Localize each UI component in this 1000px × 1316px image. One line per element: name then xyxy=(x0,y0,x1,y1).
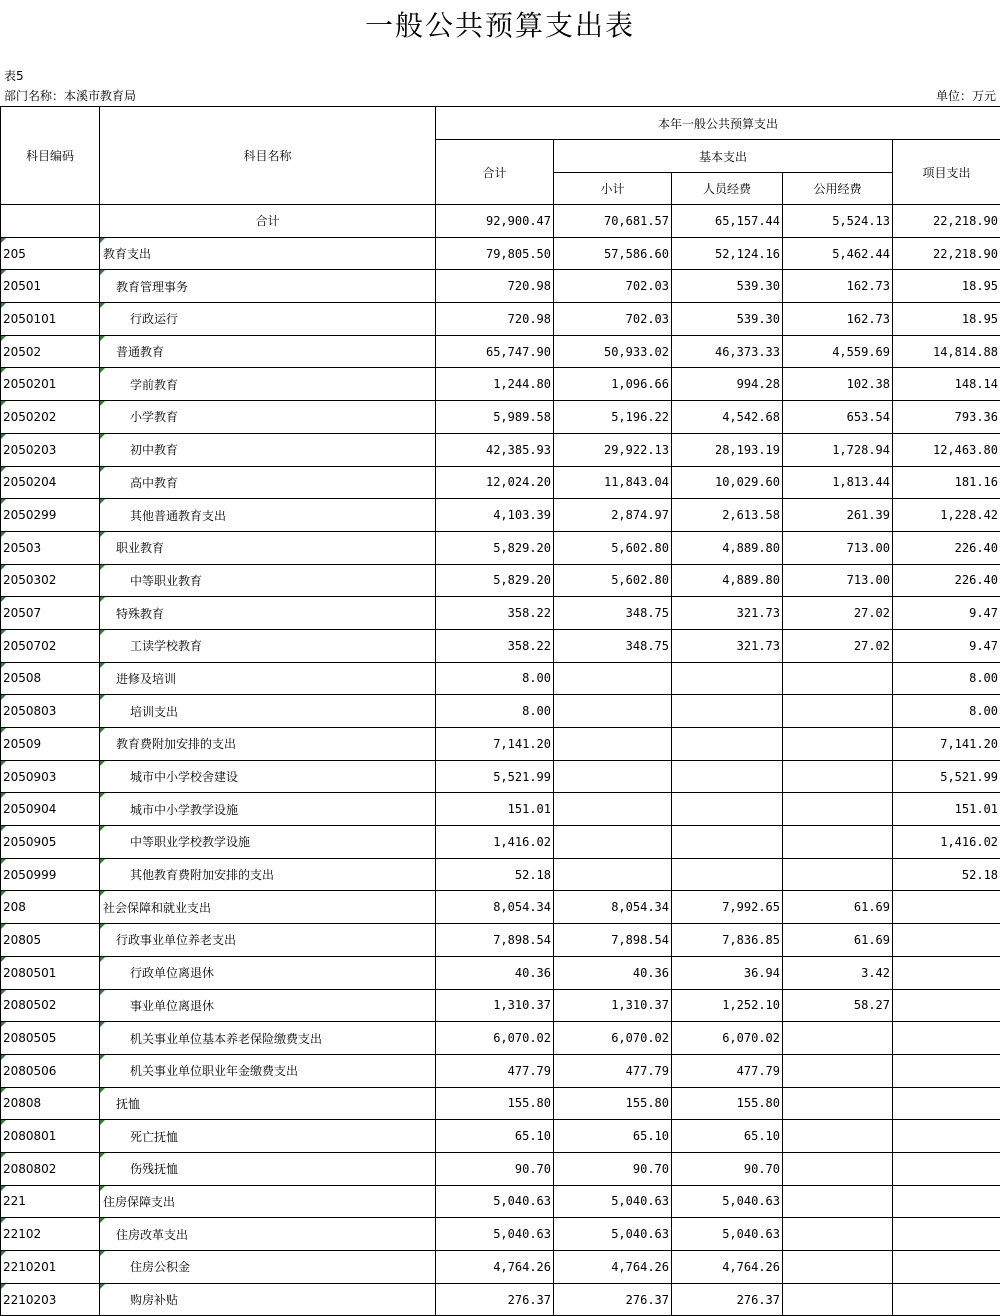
cell-personnel: 10,029.60 xyxy=(672,466,783,499)
cell-personnel: 276.37 xyxy=(672,1283,783,1316)
cell-public: 1,728.94 xyxy=(783,433,893,466)
cell-name: 住房保障支出 xyxy=(100,1185,436,1218)
cell-name: 教育管理事务 xyxy=(100,270,436,303)
cell-subtotal: 477.79 xyxy=(554,1054,672,1087)
cell-personnel: 994.28 xyxy=(672,368,783,401)
cell-subtotal: 348.75 xyxy=(554,629,672,662)
cell-subtotal: 5,196.22 xyxy=(554,401,672,434)
cell-subtotal: 50,933.02 xyxy=(554,335,672,368)
cell-total: 8.00 xyxy=(436,662,554,695)
cell-public: 713.00 xyxy=(783,531,893,564)
cell-personnel: 65,157.44 xyxy=(672,205,783,238)
cell-personnel xyxy=(672,826,783,859)
cell-total: 5,829.20 xyxy=(436,531,554,564)
cell-code: 22102 xyxy=(1,1218,100,1251)
cell-code: 2050905 xyxy=(1,826,100,859)
cell-personnel: 477.79 xyxy=(672,1054,783,1087)
cell-code: 20805 xyxy=(1,924,100,957)
table-row xyxy=(1,531,1000,564)
table-row xyxy=(1,924,1000,957)
cell-personnel: 6,070.02 xyxy=(672,1022,783,1055)
cell-public: 27.02 xyxy=(783,597,893,630)
cell-project xyxy=(893,1087,1000,1120)
cell-total: 65.10 xyxy=(436,1120,554,1153)
cell-name: 中等职业教育 xyxy=(100,564,436,597)
cell-name: 抚恤 xyxy=(100,1087,436,1120)
cell-total: 358.22 xyxy=(436,597,554,630)
cell-subtotal: 348.75 xyxy=(554,597,672,630)
cell-project: 8.00 xyxy=(893,662,1000,695)
cell-public xyxy=(783,760,893,793)
cell-code: 20507 xyxy=(1,597,100,630)
cell-subtotal xyxy=(554,826,672,859)
cell-total: 92,900.47 xyxy=(436,205,554,238)
cell-name: 职业教育 xyxy=(100,531,436,564)
cell-total: 4,764.26 xyxy=(436,1251,554,1284)
cell-public xyxy=(783,1087,893,1120)
cell-public xyxy=(783,1251,893,1284)
cell-public: 102.38 xyxy=(783,368,893,401)
cell-project xyxy=(893,1152,1000,1185)
cell-subtotal: 7,898.54 xyxy=(554,924,672,957)
cell-personnel: 46,373.33 xyxy=(672,335,783,368)
cell-project xyxy=(893,1185,1000,1218)
cell-total: 276.37 xyxy=(436,1283,554,1316)
page-title: 一般公共预算支出表 xyxy=(364,9,635,42)
table-row xyxy=(1,1054,1000,1087)
table-row xyxy=(1,1185,1000,1218)
cell-subtotal: 4,764.26 xyxy=(554,1251,672,1284)
table-row xyxy=(1,335,1000,368)
cell-public xyxy=(783,662,893,695)
cell-code: 20503 xyxy=(1,531,100,564)
cell-personnel: 28,193.19 xyxy=(672,433,783,466)
cell-name: 行政运行 xyxy=(100,303,436,336)
cell-name: 特殊教育 xyxy=(100,597,436,630)
cell-public: 58.27 xyxy=(783,989,893,1022)
cell-subtotal: 6,070.02 xyxy=(554,1022,672,1055)
cell-public xyxy=(783,1185,893,1218)
cell-code: 2210203 xyxy=(1,1283,100,1316)
cell-code: 20509 xyxy=(1,728,100,761)
table-row xyxy=(1,891,1000,924)
cell-name: 普通教育 xyxy=(100,335,436,368)
cell-project: 9.47 xyxy=(893,597,1000,630)
cell-name: 合计 xyxy=(100,205,436,238)
cell-public xyxy=(783,1283,893,1316)
cell-personnel: 36.94 xyxy=(672,956,783,989)
cell-total: 1,416.02 xyxy=(436,826,554,859)
cell-code: 2050903 xyxy=(1,760,100,793)
table-row xyxy=(1,1283,1000,1316)
cell-personnel: 5,040.63 xyxy=(672,1185,783,1218)
cell-public xyxy=(783,1218,893,1251)
cell-project xyxy=(893,989,1000,1022)
cell-subtotal xyxy=(554,662,672,695)
table-row xyxy=(1,237,1000,270)
cell-personnel: 321.73 xyxy=(672,597,783,630)
cell-name: 小学教育 xyxy=(100,401,436,434)
cell-subtotal: 70,681.57 xyxy=(554,205,672,238)
header-code: 科目编码 xyxy=(1,107,100,205)
cell-public: 5,524.13 xyxy=(783,205,893,238)
cell-total: 6,070.02 xyxy=(436,1022,554,1055)
cell-public: 61.69 xyxy=(783,891,893,924)
cell-project: 1,416.02 xyxy=(893,826,1000,859)
cell-total: 477.79 xyxy=(436,1054,554,1087)
cell-subtotal xyxy=(554,728,672,761)
cell-personnel: 4,764.26 xyxy=(672,1251,783,1284)
cell-personnel xyxy=(672,760,783,793)
cell-project xyxy=(893,1251,1000,1284)
cell-project: 18.95 xyxy=(893,303,1000,336)
cell-name: 事业单位离退休 xyxy=(100,989,436,1022)
cell-code: 2050204 xyxy=(1,466,100,499)
cell-code: 2050101 xyxy=(1,303,100,336)
cell-public xyxy=(783,826,893,859)
cell-total: 5,829.20 xyxy=(436,564,554,597)
table-row xyxy=(1,597,1000,630)
cell-project xyxy=(893,1120,1000,1153)
table-row xyxy=(1,1087,1000,1120)
cell-subtotal: 5,602.80 xyxy=(554,564,672,597)
cell-project: 793.36 xyxy=(893,401,1000,434)
header-name: 科目名称 xyxy=(100,107,436,205)
cell-project: 22,218.90 xyxy=(893,237,1000,270)
cell-code: 2210201 xyxy=(1,1251,100,1284)
table-row xyxy=(1,499,1000,532)
cell-total: 5,040.63 xyxy=(436,1185,554,1218)
cell-code: 2080506 xyxy=(1,1054,100,1087)
cell-code: 20501 xyxy=(1,270,100,303)
table-row xyxy=(1,695,1000,728)
cell-code: 2050202 xyxy=(1,401,100,434)
cell-project: 8.00 xyxy=(893,695,1000,728)
cell-name: 初中教育 xyxy=(100,433,436,466)
budget-table xyxy=(0,106,1000,1316)
cell-subtotal: 65.10 xyxy=(554,1120,672,1153)
cell-public: 1,813.44 xyxy=(783,466,893,499)
table-row xyxy=(1,760,1000,793)
cell-personnel: 4,889.80 xyxy=(672,564,783,597)
cell-project: 18.95 xyxy=(893,270,1000,303)
cell-public: 713.00 xyxy=(783,564,893,597)
cell-total: 4,103.39 xyxy=(436,499,554,532)
table-body xyxy=(1,205,1000,1316)
cell-project xyxy=(893,924,1000,957)
table-row xyxy=(1,1251,1000,1284)
cell-subtotal: 57,586.60 xyxy=(554,237,672,270)
cell-subtotal: 11,843.04 xyxy=(554,466,672,499)
cell-subtotal: 1,096.66 xyxy=(554,368,672,401)
cell-personnel xyxy=(672,695,783,728)
cell-name: 教育费附加安排的支出 xyxy=(100,728,436,761)
cell-total: 1,244.80 xyxy=(436,368,554,401)
cell-subtotal: 155.80 xyxy=(554,1087,672,1120)
cell-total: 5,040.63 xyxy=(436,1218,554,1251)
cell-subtotal xyxy=(554,695,672,728)
table-row xyxy=(1,728,1000,761)
table-row xyxy=(1,826,1000,859)
cell-personnel: 2,613.58 xyxy=(672,499,783,532)
cell-project xyxy=(893,1283,1000,1316)
cell-public xyxy=(783,858,893,891)
cell-total: 40.36 xyxy=(436,956,554,989)
cell-code: 208 xyxy=(1,891,100,924)
table-row xyxy=(1,1152,1000,1185)
table-number: 表5 xyxy=(4,69,24,83)
cell-subtotal: 2,874.97 xyxy=(554,499,672,532)
cell-project xyxy=(893,1022,1000,1055)
cell-code: 2080501 xyxy=(1,956,100,989)
department-name: 部门名称：本溪市教育局 xyxy=(4,89,137,103)
header-subtotal: 小计 xyxy=(554,173,672,205)
cell-name: 工读学校教育 xyxy=(100,629,436,662)
cell-total: 52.18 xyxy=(436,858,554,891)
cell-personnel: 7,836.85 xyxy=(672,924,783,957)
table-row xyxy=(1,858,1000,891)
cell-code: 2050302 xyxy=(1,564,100,597)
cell-project: 7,141.20 xyxy=(893,728,1000,761)
cell-personnel: 90.70 xyxy=(672,1152,783,1185)
cell-project: 14,814.88 xyxy=(893,335,1000,368)
cell-public xyxy=(783,1054,893,1087)
header-project: 项目支出 xyxy=(893,140,1000,205)
cell-subtotal: 702.03 xyxy=(554,303,672,336)
cell-project: 1,228.42 xyxy=(893,499,1000,532)
cell-total: 7,141.20 xyxy=(436,728,554,761)
cell-personnel: 539.30 xyxy=(672,270,783,303)
cell-subtotal: 90.70 xyxy=(554,1152,672,1185)
cell-total: 7,898.54 xyxy=(436,924,554,957)
cell-name: 机关事业单位职业年金缴费支出 xyxy=(100,1054,436,1087)
table-row xyxy=(1,433,1000,466)
cell-subtotal xyxy=(554,793,672,826)
cell-public: 61.69 xyxy=(783,924,893,957)
table-row xyxy=(1,956,1000,989)
header-basic: 基本支出 xyxy=(554,140,893,173)
header-group: 本年一般公共预算支出 xyxy=(436,107,1000,140)
cell-code: 2050299 xyxy=(1,499,100,532)
header-total: 合计 xyxy=(436,140,554,205)
cell-personnel xyxy=(672,728,783,761)
cell-subtotal: 5,040.63 xyxy=(554,1218,672,1251)
cell-code: 20508 xyxy=(1,662,100,695)
cell-subtotal: 276.37 xyxy=(554,1283,672,1316)
cell-project: 22,218.90 xyxy=(893,205,1000,238)
table-row xyxy=(1,303,1000,336)
cell-personnel: 4,889.80 xyxy=(672,531,783,564)
cell-total: 5,989.58 xyxy=(436,401,554,434)
cell-name: 进修及培训 xyxy=(100,662,436,695)
cell-public: 653.54 xyxy=(783,401,893,434)
cell-code: 221 xyxy=(1,1185,100,1218)
cell-personnel xyxy=(672,858,783,891)
cell-total: 720.98 xyxy=(436,270,554,303)
cell-public xyxy=(783,793,893,826)
cell-public xyxy=(783,1022,893,1055)
cell-code: 2050904 xyxy=(1,793,100,826)
table-row xyxy=(1,1120,1000,1153)
cell-subtotal: 40.36 xyxy=(554,956,672,989)
cell-public: 162.73 xyxy=(783,303,893,336)
cell-code: 2080801 xyxy=(1,1120,100,1153)
cell-subtotal: 5,602.80 xyxy=(554,531,672,564)
cell-code: 20808 xyxy=(1,1087,100,1120)
cell-personnel: 321.73 xyxy=(672,629,783,662)
cell-public: 3.42 xyxy=(783,956,893,989)
cell-subtotal: 702.03 xyxy=(554,270,672,303)
cell-code: 2050201 xyxy=(1,368,100,401)
cell-public xyxy=(783,728,893,761)
cell-personnel: 539.30 xyxy=(672,303,783,336)
cell-name: 机关事业单位基本养老保险缴费支出 xyxy=(100,1022,436,1055)
unit-label: 单位：万元 xyxy=(935,89,996,103)
cell-code: 20502 xyxy=(1,335,100,368)
cell-personnel: 7,992.65 xyxy=(672,891,783,924)
cell-project: 226.40 xyxy=(893,531,1000,564)
cell-total: 90.70 xyxy=(436,1152,554,1185)
cell-name: 住房公积金 xyxy=(100,1251,436,1284)
cell-public: 27.02 xyxy=(783,629,893,662)
cell-total: 65,747.90 xyxy=(436,335,554,368)
cell-project: 226.40 xyxy=(893,564,1000,597)
cell-name: 住房改革支出 xyxy=(100,1218,436,1251)
cell-public: 162.73 xyxy=(783,270,893,303)
cell-subtotal: 29,922.13 xyxy=(554,433,672,466)
cell-project: 9.47 xyxy=(893,629,1000,662)
cell-name: 购房补贴 xyxy=(100,1283,436,1316)
cell-name: 伤残抚恤 xyxy=(100,1152,436,1185)
cell-total: 79,805.50 xyxy=(436,237,554,270)
cell-name: 城市中小学教学设施 xyxy=(100,793,436,826)
cell-personnel xyxy=(672,793,783,826)
cell-personnel: 65.10 xyxy=(672,1120,783,1153)
cell-public xyxy=(783,1120,893,1153)
cell-public xyxy=(783,1152,893,1185)
table-row xyxy=(1,662,1000,695)
cell-total: 155.80 xyxy=(436,1087,554,1120)
cell-code: 2080502 xyxy=(1,989,100,1022)
cell-name: 高中教育 xyxy=(100,466,436,499)
table-row xyxy=(1,466,1000,499)
cell-public: 4,559.69 xyxy=(783,335,893,368)
cell-total: 720.98 xyxy=(436,303,554,336)
table-row xyxy=(1,205,1000,238)
cell-total: 5,521.99 xyxy=(436,760,554,793)
table-row xyxy=(1,368,1000,401)
cell-subtotal xyxy=(554,858,672,891)
header-public: 公用经费 xyxy=(783,173,893,205)
cell-project: 148.14 xyxy=(893,368,1000,401)
table-row xyxy=(1,793,1000,826)
cell-project xyxy=(893,956,1000,989)
cell-total: 1,310.37 xyxy=(436,989,554,1022)
cell-project xyxy=(893,1218,1000,1251)
table-row xyxy=(1,270,1000,303)
cell-code: 2050203 xyxy=(1,433,100,466)
cell-name: 中等职业学校教学设施 xyxy=(100,826,436,859)
cell-total: 8.00 xyxy=(436,695,554,728)
cell-name: 行政单位离退休 xyxy=(100,956,436,989)
header-personnel: 人员经费 xyxy=(672,173,783,205)
table-row xyxy=(1,629,1000,662)
table-row xyxy=(1,564,1000,597)
cell-name: 学前教育 xyxy=(100,368,436,401)
cell-code: 2080505 xyxy=(1,1022,100,1055)
cell-name: 其他普通教育支出 xyxy=(100,499,436,532)
cell-personnel: 4,542.68 xyxy=(672,401,783,434)
cell-public xyxy=(783,695,893,728)
cell-total: 151.01 xyxy=(436,793,554,826)
cell-name: 死亡抚恤 xyxy=(100,1120,436,1153)
cell-subtotal: 5,040.63 xyxy=(554,1185,672,1218)
table-row xyxy=(1,1218,1000,1251)
cell-project xyxy=(893,891,1000,924)
cell-total: 358.22 xyxy=(436,629,554,662)
cell-name: 城市中小学校舍建设 xyxy=(100,760,436,793)
cell-project: 52.18 xyxy=(893,858,1000,891)
cell-total: 12,024.20 xyxy=(436,466,554,499)
cell-code: 205 xyxy=(1,237,100,270)
cell-code: 2050999 xyxy=(1,858,100,891)
cell-name: 培训支出 xyxy=(100,695,436,728)
cell-subtotal: 1,310.37 xyxy=(554,989,672,1022)
cell-name: 教育支出 xyxy=(100,237,436,270)
table-row xyxy=(1,401,1000,434)
cell-personnel xyxy=(672,662,783,695)
cell-project xyxy=(893,1054,1000,1087)
cell-name: 行政事业单位养老支出 xyxy=(100,924,436,957)
cell-code: 2050702 xyxy=(1,629,100,662)
cell-project: 151.01 xyxy=(893,793,1000,826)
cell-project: 12,463.80 xyxy=(893,433,1000,466)
cell-subtotal: 8,054.34 xyxy=(554,891,672,924)
cell-personnel: 5,040.63 xyxy=(672,1218,783,1251)
cell-personnel: 155.80 xyxy=(672,1087,783,1120)
cell-code: 2050803 xyxy=(1,695,100,728)
cell-project: 5,521.99 xyxy=(893,760,1000,793)
table-row xyxy=(1,989,1000,1022)
cell-personnel: 52,124.16 xyxy=(672,237,783,270)
cell-total: 8,054.34 xyxy=(436,891,554,924)
table-row xyxy=(1,1022,1000,1055)
cell-name: 社会保障和就业支出 xyxy=(100,891,436,924)
cell-project: 181.16 xyxy=(893,466,1000,499)
cell-public: 5,462.44 xyxy=(783,237,893,270)
cell-public: 261.39 xyxy=(783,499,893,532)
cell-code: 2080802 xyxy=(1,1152,100,1185)
cell-subtotal xyxy=(554,760,672,793)
cell-name: 其他教育费附加安排的支出 xyxy=(100,858,436,891)
cell-personnel: 1,252.10 xyxy=(672,989,783,1022)
cell-code xyxy=(1,205,100,238)
cell-total: 42,385.93 xyxy=(436,433,554,466)
